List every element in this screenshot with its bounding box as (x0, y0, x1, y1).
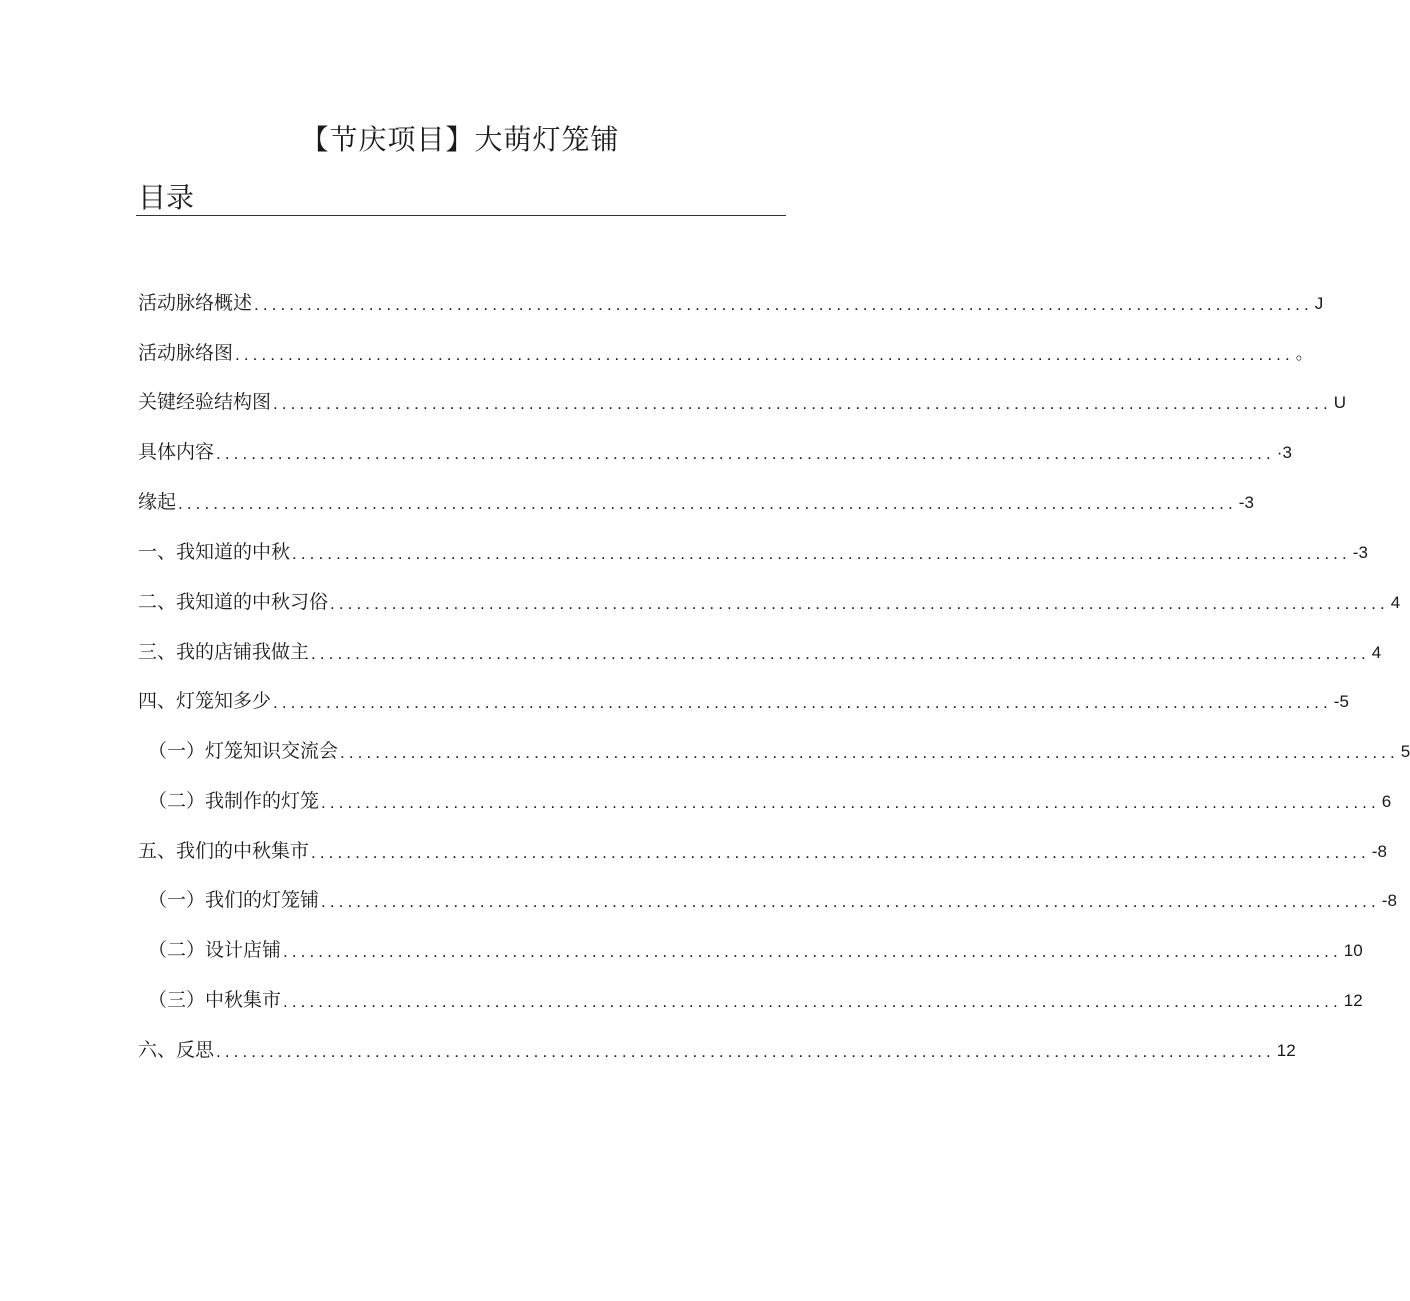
toc-entry-label: 活动脉络图 (138, 342, 234, 364)
toc-dot-leader: ........................................................................................................................ (321, 793, 1380, 812)
toc-dot-leader: ........................................................................................................................ (292, 544, 1351, 563)
toc-dot-leader: ........................................................................................................................ (216, 1042, 1275, 1061)
toc-page-number: -3 (1238, 493, 1254, 512)
toc-entry-section-6[interactable] (138, 1035, 1296, 1065)
toc-entry-section-5-3[interactable] (148, 985, 1363, 1015)
toc-dot-leader: ........................................................................................................................ (311, 644, 1370, 663)
toc-dot-leader: ........................................................................................................................ (321, 892, 1380, 911)
toc-dot-leader: ........................................................................................................................ (216, 444, 1275, 463)
toc-entry-label: 一、我知道的中秋 (138, 541, 291, 563)
toc-page-number: 12 (1276, 1041, 1296, 1060)
toc-entry-section-4-1[interactable] (148, 736, 1410, 766)
toc-entry-label: 活动脉络概述 (138, 292, 253, 314)
toc-entry-activity-map[interactable] (138, 338, 1313, 368)
toc-entry-origin[interactable] (138, 487, 1254, 517)
toc-page-number: U (1333, 393, 1347, 412)
toc-entry-section-5-2[interactable] (148, 935, 1363, 965)
toc-page-number: 10 (1343, 941, 1363, 960)
toc-entry-label: 具体内容 (138, 441, 215, 463)
toc-entry-label: （三）中秋集市 (148, 989, 282, 1011)
toc-dot-leader: ........................................................................................................................ (273, 394, 1332, 413)
toc-entry-label: 三、我的店铺我做主 (138, 641, 310, 663)
toc-entry-label: 四、灯笼知多少 (138, 690, 272, 712)
toc-entry-overview[interactable] (138, 288, 1324, 318)
toc-dot-leader: ........................................................................................................................ (254, 295, 1313, 314)
toc-entry-label: （二）我制作的灯笼 (148, 790, 320, 812)
toc-entry-label: 五、我们的中秋集市 (138, 840, 310, 862)
toc-page-number: 4 (1390, 593, 1401, 612)
toc-page-number: -8 (1381, 891, 1397, 910)
toc-page-number: ·3 (1276, 443, 1292, 462)
toc-dot-leader: ........................................................................................................................ (235, 345, 1294, 364)
toc-entry-label: 缘起 (138, 491, 177, 513)
toc-page-number: 4 (1371, 643, 1382, 662)
toc-page-number: 5 (1400, 742, 1410, 761)
toc-dot-leader: ........................................................................................................................ (273, 693, 1332, 712)
document-title: 【节庆项目】大萌灯笼铺 (300, 123, 620, 156)
toc-page-number: -8 (1371, 842, 1387, 861)
toc-dot-leader: ........................................................................................................................ (340, 743, 1399, 762)
toc-entry-label: 六、反思 (138, 1039, 215, 1061)
toc-page-number: -5 (1333, 692, 1349, 711)
toc-entry-label: 二、我知道的中秋习俗 (138, 591, 329, 613)
toc-entry-label: （一）我们的灯笼铺 (148, 889, 320, 911)
toc-page-number: 6 (1381, 792, 1392, 811)
toc-entry-section-3[interactable] (138, 637, 1382, 667)
toc-entry-section-4-2[interactable] (148, 786, 1392, 816)
toc-entry-section-5-1[interactable] (148, 885, 1397, 915)
toc-dot-leader: ........................................................................................................................ (178, 494, 1237, 513)
toc-dot-leader: ........................................................................................................................ (311, 843, 1370, 862)
toc-entry-key-experience[interactable] (138, 387, 1347, 417)
toc-page-number: 。 (1295, 344, 1313, 363)
toc-entry-content[interactable] (138, 437, 1292, 467)
toc-entry-section-5[interactable] (138, 836, 1387, 866)
toc-page-number: 12 (1343, 991, 1363, 1010)
toc-entry-section-2[interactable] (138, 587, 1401, 617)
toc-page-number: J (1314, 294, 1324, 313)
toc-dot-leader: ........................................................................................................................ (283, 942, 1342, 961)
toc-heading: 目录 (138, 181, 195, 214)
toc-entry-section-1[interactable] (138, 537, 1368, 567)
toc-entry-label: （一）灯笼知识交流会 (148, 740, 339, 762)
toc-dot-leader: ........................................................................................................................ (283, 992, 1342, 1011)
toc-entry-label: 关键经验结构图 (138, 391, 272, 413)
toc-divider (136, 215, 786, 216)
toc-entry-label: （二）设计店铺 (148, 939, 282, 961)
toc-dot-leader: ........................................................................................................................ (330, 594, 1389, 613)
toc-entry-section-4[interactable] (138, 686, 1349, 716)
toc-page-number: -3 (1352, 543, 1368, 562)
